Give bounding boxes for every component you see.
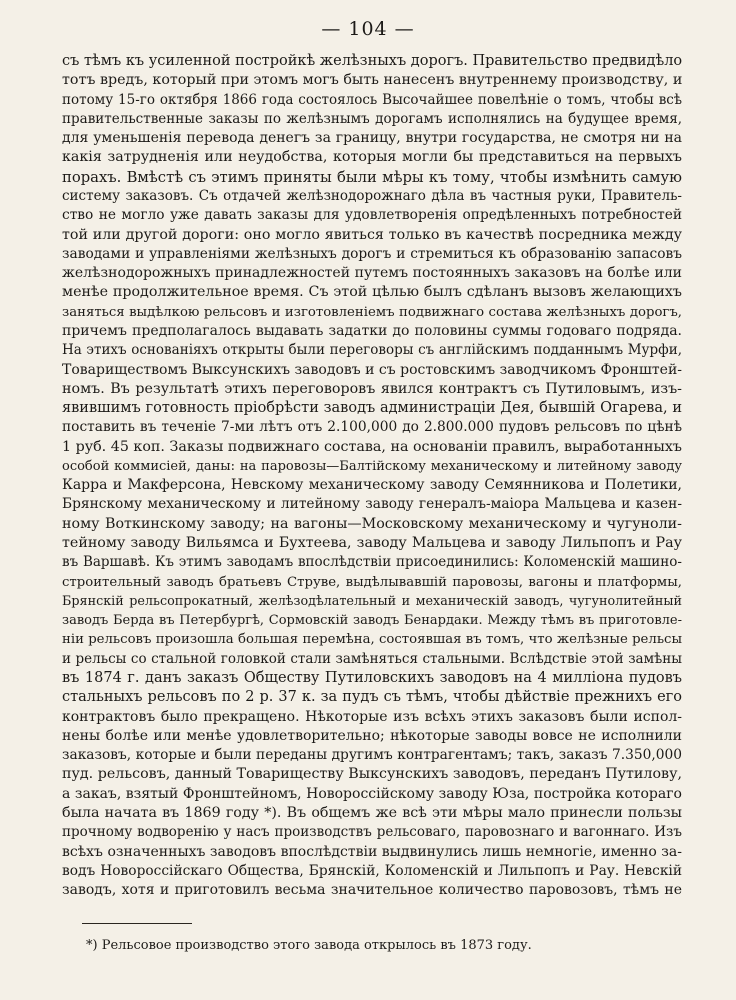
text-line: заводами и управленіями желѣзныхъ дорогъ и стремиться къ образованію запасовъ xyxy=(62,245,682,262)
text-line: заказовъ, которые и были переданы другимъ контрагентамъ; такъ, заказъ 7.350,000 xyxy=(62,747,682,764)
text-line: поставить въ теченіе 7-ми лѣтъ отъ 2.100,000 до 2.800.000 пудовъ рельсовъ по цѣнѣ xyxy=(62,419,682,436)
text-line: какія затрудненія или неудобства, которыя могли бы представиться на первыхъ xyxy=(62,149,682,166)
text-line: номъ. Въ результатѣ этихъ переговоровъ явился контрактъ съ Путиловымъ, изъ- xyxy=(62,380,682,397)
footnote-separator xyxy=(82,923,192,924)
text-line: ному Воткинскому заводу; на вагоны—Московскому механическому и чугуноли- xyxy=(62,515,682,532)
text-line: той или другой дороги: оно могло явиться только въ качествѣ посредника между xyxy=(62,226,682,243)
text-line: ніи рельсовъ произошла большая перемѣна, состоявшая въ томъ, что желѣзные рельсы xyxy=(62,632,682,648)
text-line: въ 1874 г. данъ заказъ Обществу Путиловскихъ заводовъ на 4 милліона пудовъ xyxy=(62,670,682,686)
text-line: водъ Новороссійскаго Общества, Брянскій, Коломенскій и Лильпопъ и Рау. Невскій xyxy=(62,862,682,879)
text-line: Брянскій рельсопрокатный, желѣзодѣлательный и механическій заводъ, чугунолитейный xyxy=(62,593,682,609)
text-line: желѣзнодорожныхъ принадлежностей путемъ постоянныхъ заказовъ на болѣе или xyxy=(62,265,682,282)
text-line: всѣхъ означенныхъ заводовъ впослѣдствіи выдвинулись лишь немногіе, именно за- xyxy=(62,843,682,860)
text-line: Карра и Макферсона, Невскому механическому заводу Семянникова и Полетики, xyxy=(62,477,682,494)
text-line: особой коммисіей, даны: на паровозы—Балтійскому механическому и литейному заводу xyxy=(62,458,682,474)
text-line: На этихъ основаніяхъ открыты были переговоры съ англійскимъ подданнымъ Мурфи, xyxy=(62,342,682,359)
text-line: заводъ Берда въ Петербургѣ, Сормовскій заводъ Бенардаки. Между тѣмъ въ приготовле- xyxy=(62,613,682,629)
text-line: и рельсы со стальной головкой стали замѣняться стальными. Вслѣдствіе этой замѣны xyxy=(62,650,682,667)
text-line: правительственные заказы по желѣзнымъ дорогамъ исполнялись на будущее время, xyxy=(62,110,682,127)
text-line: пуд. рельсовъ, данный Товариществу Выксунскихъ заводовъ, переданъ Путилову, xyxy=(62,766,682,783)
text-line: менѣе продолжительное время. Съ этой цѣлью былъ сдѣланъ вызовъ желающихъ xyxy=(62,284,682,301)
page-number: — 104 — xyxy=(321,18,415,40)
text-line: а закаъ, взятый Фронштейномъ, Новороссійскому заводу Юза, постройка котораго xyxy=(62,785,682,802)
text-line: потому 15-го октября 1866 года состоялось Высочайшее повелѣніе о томъ, чтобы всѣ xyxy=(62,91,682,108)
text-line: стальныхъ рельсовъ по 2 р. 37 к. за пудъ съ тѣмъ, чтобы дѣйствіе прежнихъ его xyxy=(62,689,682,706)
footnote: *) Рельсовое производство этого завода открылось въ 1873 году. xyxy=(86,938,532,953)
text-line: тотъ вредъ, который при этомъ могъ быть нанесенъ внутреннему производству, и xyxy=(62,72,682,89)
text-line: заняться выдѣлкою рельсовъ и изготовленіемъ подвижнаго состава желѣзныхъ дорогъ, xyxy=(62,304,682,320)
text-line: 1 руб. 45 коп. Заказы подвижнаго состава, на основаніи правилъ, выработанныхъ xyxy=(62,438,682,455)
text-line: тейному заводу Вильямса и Бухтеева, заводу Мальцева и заводу Лильпопъ и Рау xyxy=(62,535,682,552)
text-line: контрактовъ было прекращено. Нѣкоторые изъ всѣхъ этихъ заказовъ были испол- xyxy=(62,708,682,725)
main-text xyxy=(62,52,682,900)
text-line: для уменьшенія перевода денегъ за границу, внутри государства, не смотря ни на xyxy=(62,130,682,147)
text-line: съ тѣмъ къ усиленной постройкѣ желѣзныхъ дорогъ. Правительство предвидѣло xyxy=(62,53,682,69)
text-line: причемъ предполагалось выдавать задатки до половины суммы годоваго подряда. xyxy=(62,322,682,339)
text-line: систему заказовъ. Съ отдачей желѣзнодорожнаго дѣла въ частныя руки, Правитель- xyxy=(62,187,682,204)
text-line: строительный заводъ братьевъ Струве, выдѣлывавшій паровозы, вагоны и платформы, xyxy=(62,574,682,590)
text-line: заводъ, хотя и приготовилъ весьма значительное количество паровозовъ, тѣмъ не xyxy=(62,882,682,899)
text-line: явившимъ готовность пріобрѣсти заводъ администраціи Дея, бывшій Огарева, и xyxy=(62,400,682,417)
text-line: въ Варшавѣ. Къ этимъ заводамъ впослѣдствіи присоединились: Коломенскій машино- xyxy=(62,554,682,571)
text-line: порахъ. Вмѣстѣ съ этимъ приняты были мѣры къ тому, чтобы измѣнить самую xyxy=(62,168,682,186)
text-line: Брянскому механическому и литейному заводу генералъ-маіора Мальцева и казен- xyxy=(62,496,682,513)
text-line: нены болѣе или менѣе удовлетворительно; нѣкоторые заводы вовсе не исполнили xyxy=(62,727,682,744)
text-line: ство не могло уже давать заказы для удовлетворенія опредѣленныхъ потребностей xyxy=(62,207,682,224)
text-line: прочному водворенію у насъ производствъ рельсоваго, паровознаго и вагоннаго. Изъ xyxy=(62,824,682,841)
text-line: была начата въ 1869 году *). Въ общемъ же всѣ эти мѣры мало принесли пользы xyxy=(62,804,682,821)
text-line: Товариществомъ Выксунскихъ заводовъ и съ ростовскимъ заводчикомъ Фронштей- xyxy=(62,361,682,378)
